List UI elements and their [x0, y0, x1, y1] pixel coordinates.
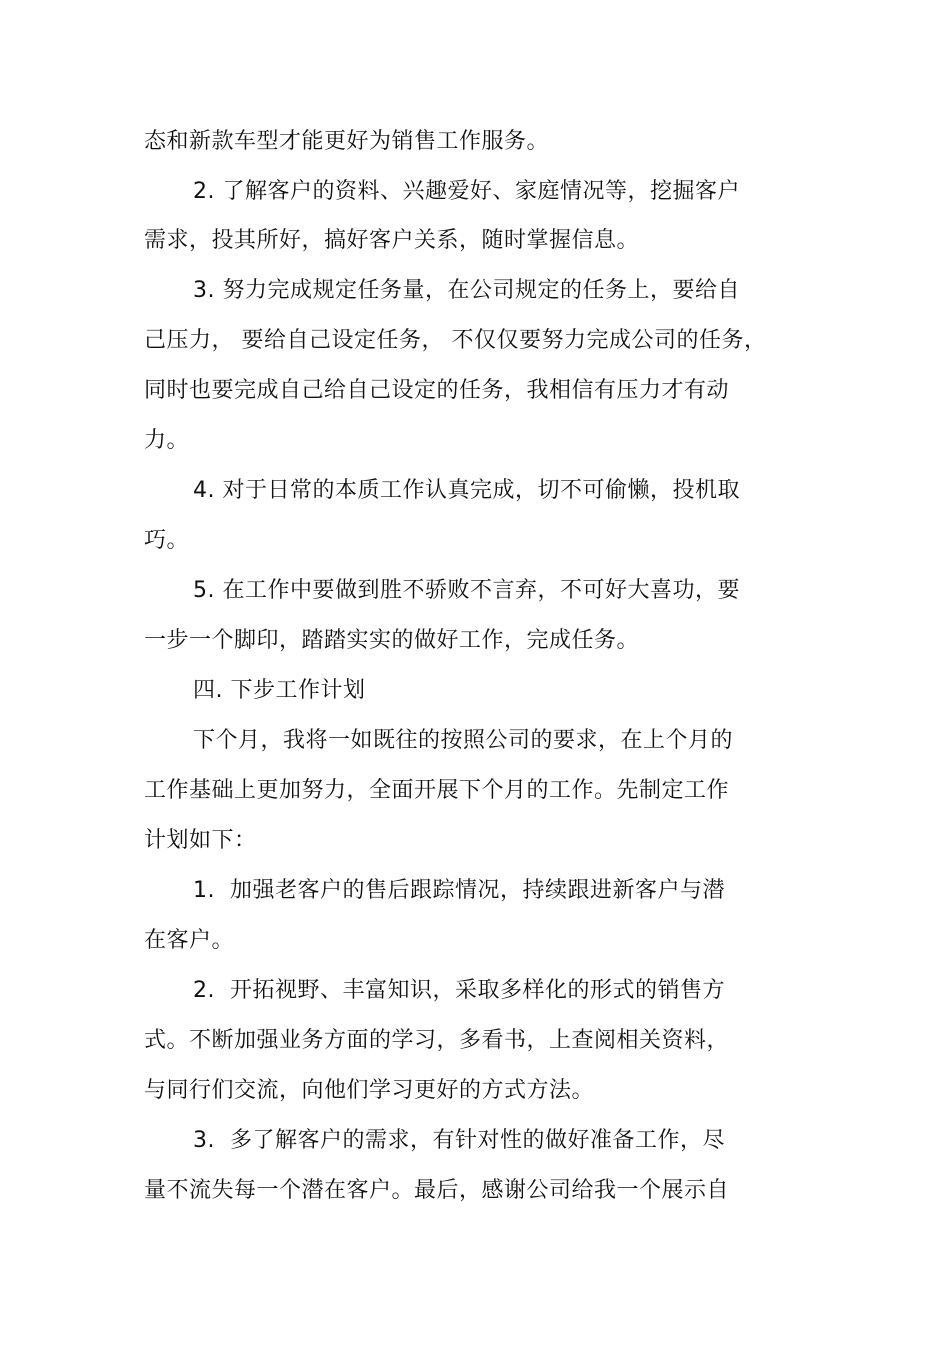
text-line: 下个月，我将一如既往的按照公司的要求，在上个月的: [193, 728, 734, 753]
section-heading: 四. 下步工作计划: [193, 678, 366, 703]
text-line: 2. 了解客户的资料、兴趣爱好、家庭情况等，挖掘客户: [193, 179, 740, 204]
text-line: 同时也要完成自己给自己设定的任务，我相信有压力才有动: [144, 378, 730, 403]
text-line: 3. 多了解客户的需求，有针对性的做好准备工作，尽: [193, 1128, 725, 1153]
text-line: 态和新款车型才能更好为销售工作服务。: [144, 129, 550, 154]
text-line: 工作基础上更加努力，全面开展下个月的工作。先制定工作: [144, 778, 730, 803]
text-line: 力。: [144, 428, 190, 453]
text-line: 式。不断加强业务方面的学习，多看书，上查阅相关资料，: [144, 1028, 730, 1053]
text-line: 1. 加强老客户的售后跟踪情况，持续跟进新客户与潜: [193, 878, 725, 903]
text-line: 己压力， 要给自己设定任务， 不仅仅要努力完成公司的任务，: [144, 328, 767, 353]
text-line: 3. 努力完成规定任务量，在公司规定的任务上，要给自: [193, 278, 740, 303]
text-line: 计划如下：: [144, 828, 257, 853]
text-line: 量不流失每一个潜在客户。最后，感谢公司给我一个展示自: [144, 1178, 730, 1203]
text-line: 与同行们交流，向他们学习更好的方式方法。: [144, 1078, 595, 1103]
text-line: 2. 开拓视野、丰富知识，采取多样化的形式的销售方: [193, 978, 725, 1003]
text-line: 4. 对于日常的本质工作认真完成，切不可偷懒，投机取: [193, 478, 740, 503]
text-line: 在客户。: [144, 928, 235, 953]
text-line: 一步一个脚印，踏踏实实的做好工作，完成任务。: [144, 628, 640, 653]
text-line: 巧。: [144, 528, 190, 553]
text-line: 需求，投其所好，搞好客户关系，随时掌握信息。: [144, 228, 640, 253]
text-line: 5. 在工作中要做到胜不骄败不言弃，不可好大喜功，要: [193, 578, 740, 603]
